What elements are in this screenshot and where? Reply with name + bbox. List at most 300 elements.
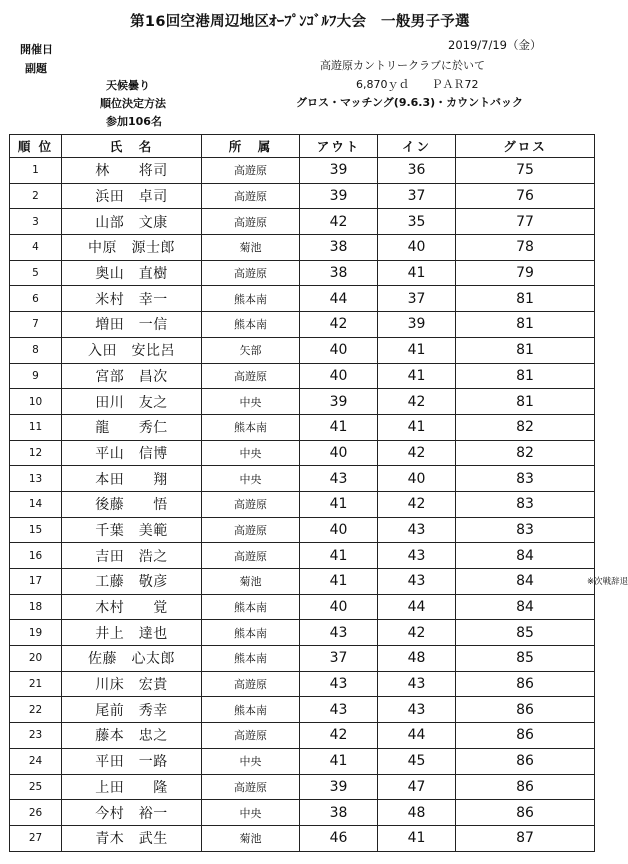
gross-score xyxy=(456,440,595,466)
out-score-text: 41 xyxy=(329,573,348,590)
gross-score-text: 76 xyxy=(516,188,534,205)
gross-score xyxy=(456,569,628,595)
player-name-text: 浜田 卓司 xyxy=(95,189,168,206)
rank-cell-text: 20 xyxy=(28,652,43,665)
club-cell xyxy=(202,183,300,209)
player-name-text: 平田 一路 xyxy=(95,754,168,771)
player-name xyxy=(62,414,202,440)
in-score-text: 47 xyxy=(407,778,426,795)
gross-score-text: 86 xyxy=(516,778,534,795)
out-score-text: 40 xyxy=(329,521,348,538)
rank-cell xyxy=(10,543,62,569)
in-score xyxy=(378,671,456,697)
club-cell xyxy=(202,363,300,389)
rank-cell-text: 18 xyxy=(28,601,43,614)
gross-score xyxy=(456,286,595,312)
player-name xyxy=(62,594,202,620)
out-score xyxy=(300,594,378,620)
gross-score-text: 81 xyxy=(516,393,534,410)
club-cell-text: 高遊原 xyxy=(234,523,267,537)
out-score-text: 39 xyxy=(329,393,348,410)
table-row xyxy=(10,260,595,286)
in-score xyxy=(378,389,456,415)
player-name-text: 吉田 浩之 xyxy=(95,548,168,565)
player-name xyxy=(62,183,202,209)
rank-cell-text: 12 xyxy=(28,446,43,459)
club-cell xyxy=(202,491,300,517)
club-cell xyxy=(202,594,300,620)
gross-score-text: 84 xyxy=(516,599,534,616)
club-cell xyxy=(202,517,300,543)
gross-score xyxy=(456,671,595,697)
player-name xyxy=(62,286,202,312)
table-header-row xyxy=(10,135,595,158)
club-cell xyxy=(202,800,300,826)
club-cell-text: 熊本南 xyxy=(234,626,267,640)
in-score-text: 48 xyxy=(407,804,426,821)
out-score xyxy=(300,363,378,389)
table-row xyxy=(10,671,595,697)
in-score-text: 35 xyxy=(407,213,426,230)
rank-cell-text: 15 xyxy=(28,523,43,536)
weather-label: 天候曇り xyxy=(106,79,150,92)
header-rank: 順 位 xyxy=(10,135,62,158)
gross-score xyxy=(456,543,595,569)
club-cell xyxy=(202,260,300,286)
in-score-text: 42 xyxy=(407,444,426,461)
club-cell-text: 高遊原 xyxy=(234,164,267,178)
gross-score-text: 81 xyxy=(516,342,534,359)
rank-cell-text: 2 xyxy=(32,190,39,203)
in-score-text: 36 xyxy=(407,162,426,179)
out-score xyxy=(300,748,378,774)
rank-cell-text: 23 xyxy=(28,729,43,742)
rank-cell-text: 9 xyxy=(32,369,39,382)
results-table xyxy=(9,134,628,852)
gross-score-text: 75 xyxy=(516,162,534,179)
in-score-text: 41 xyxy=(407,367,426,384)
rank-cell-text: 4 xyxy=(32,241,39,254)
player-name-text: 尾前 秀幸 xyxy=(95,702,168,719)
gross-score-text: 79 xyxy=(516,265,534,282)
club-cell xyxy=(202,158,300,184)
club-cell xyxy=(202,620,300,646)
player-name-text: 千葉 美範 xyxy=(95,522,168,539)
subtitle-label: 副題 xyxy=(25,62,47,75)
gross-score xyxy=(456,466,595,492)
out-score-text: 42 xyxy=(329,727,348,744)
in-score-text: 43 xyxy=(407,573,426,590)
out-score xyxy=(300,466,378,492)
out-score xyxy=(300,414,378,440)
club-cell-text: 中央 xyxy=(239,446,262,460)
in-score xyxy=(378,517,456,543)
club-cell-text: 高遊原 xyxy=(234,678,267,692)
player-name-text: 林 将司 xyxy=(95,163,168,180)
out-score-text: 38 xyxy=(329,804,348,821)
rank-cell-text: 25 xyxy=(28,780,43,793)
club-cell-text: 高遊原 xyxy=(234,215,267,229)
header-in: イン xyxy=(378,135,456,158)
in-score-text: 42 xyxy=(407,624,426,641)
gross-score-text: 86 xyxy=(516,676,534,693)
table-row xyxy=(10,389,595,415)
table-row xyxy=(10,235,595,261)
table-row xyxy=(10,491,595,517)
club-cell xyxy=(202,723,300,749)
player-name-text: 工藤 敬彦 xyxy=(95,574,168,591)
table-row xyxy=(10,697,595,723)
in-score-text: 44 xyxy=(407,599,426,616)
player-name xyxy=(62,569,202,595)
in-score-text: 41 xyxy=(407,830,426,847)
player-name-text: 増田 一信 xyxy=(95,317,168,334)
club-cell xyxy=(202,235,300,261)
player-name xyxy=(62,337,202,363)
rank-cell-text: 17 xyxy=(28,575,43,588)
gross-score xyxy=(456,491,595,517)
out-score-text: 43 xyxy=(329,624,348,641)
out-score-text: 39 xyxy=(329,162,348,179)
player-name xyxy=(62,260,202,286)
withdrawal-note: ※次戦辞退 xyxy=(587,577,628,587)
out-score xyxy=(300,260,378,286)
in-score xyxy=(378,697,456,723)
in-score-text: 45 xyxy=(407,753,426,770)
header-gross: グロス xyxy=(456,135,595,158)
document-title: 第16回空港周辺地区ｵｰﾌﾟﾝｺﾞﾙﾌ大会 一般男子予選 xyxy=(130,14,470,30)
table-row xyxy=(10,312,595,338)
club-cell-text: 中央 xyxy=(239,806,262,820)
table-row xyxy=(10,620,595,646)
club-cell xyxy=(202,466,300,492)
gross-score xyxy=(456,825,595,851)
out-score xyxy=(300,723,378,749)
player-name-text: 宮部 昌次 xyxy=(95,368,168,385)
table-row xyxy=(10,646,595,672)
in-score xyxy=(378,260,456,286)
in-score xyxy=(378,286,456,312)
rank-cell-text: 11 xyxy=(28,421,43,434)
rank-cell xyxy=(10,466,62,492)
rank-cell xyxy=(10,337,62,363)
player-name-text: 上田 隆 xyxy=(95,779,168,796)
club-cell xyxy=(202,671,300,697)
gross-score xyxy=(456,183,595,209)
rank-cell xyxy=(10,440,62,466)
player-name xyxy=(62,491,202,517)
player-name-text: 本田 翔 xyxy=(95,471,168,488)
in-score xyxy=(378,594,456,620)
in-score-text: 41 xyxy=(407,265,426,282)
club-cell-text: 熊本南 xyxy=(234,292,267,306)
gross-score-text: 81 xyxy=(516,316,534,333)
in-score xyxy=(378,748,456,774)
club-cell xyxy=(202,209,300,235)
gross-score xyxy=(456,235,595,261)
in-score xyxy=(378,543,456,569)
table-row xyxy=(10,466,595,492)
gross-score-text: 86 xyxy=(516,804,534,821)
out-score xyxy=(300,671,378,697)
out-score-text: 43 xyxy=(329,676,348,693)
gross-score-text: 86 xyxy=(516,701,534,718)
rank-cell xyxy=(10,620,62,646)
rank-cell-text: 19 xyxy=(28,626,43,639)
out-score-text: 42 xyxy=(329,316,348,333)
out-score-text: 44 xyxy=(329,290,348,307)
club-cell-text: 熊本南 xyxy=(234,421,267,435)
in-score xyxy=(378,337,456,363)
gross-score xyxy=(456,260,595,286)
club-cell xyxy=(202,414,300,440)
club-cell xyxy=(202,389,300,415)
club-cell-text: 中央 xyxy=(239,755,262,769)
table-row xyxy=(10,517,595,543)
table-row xyxy=(10,337,595,363)
player-name xyxy=(62,748,202,774)
in-score xyxy=(378,183,456,209)
player-name xyxy=(62,543,202,569)
club-cell-text: 高遊原 xyxy=(234,729,267,743)
out-score-text: 42 xyxy=(329,213,348,230)
table-row xyxy=(10,183,595,209)
rank-cell xyxy=(10,260,62,286)
rank-cell xyxy=(10,774,62,800)
out-score xyxy=(300,183,378,209)
club-cell-text: 高遊原 xyxy=(234,190,267,204)
in-score-text: 37 xyxy=(407,188,426,205)
out-score xyxy=(300,620,378,646)
gross-score-text: 83 xyxy=(516,521,534,538)
out-score xyxy=(300,209,378,235)
table-row xyxy=(10,800,595,826)
club-cell xyxy=(202,569,300,595)
player-name xyxy=(62,235,202,261)
in-score xyxy=(378,466,456,492)
gross-score-text: 83 xyxy=(516,496,534,513)
table-row xyxy=(10,363,595,389)
player-name xyxy=(62,466,202,492)
player-name-text: 米村 幸一 xyxy=(95,291,168,308)
venue-text: 高遊原カントリークラブに於いて xyxy=(320,59,485,72)
gross-score-text: 86 xyxy=(516,727,534,744)
rank-cell xyxy=(10,517,62,543)
table-row xyxy=(10,414,595,440)
rank-cell xyxy=(10,697,62,723)
gross-score xyxy=(456,517,595,543)
player-name-text: 青木 武生 xyxy=(95,831,168,848)
out-score xyxy=(300,312,378,338)
out-score-text: 43 xyxy=(329,470,348,487)
gross-score xyxy=(456,646,595,672)
out-score xyxy=(300,158,378,184)
player-name-text: 山部 文康 xyxy=(95,214,168,231)
out-score xyxy=(300,235,378,261)
in-score-text: 42 xyxy=(407,496,426,513)
in-score xyxy=(378,800,456,826)
in-score xyxy=(378,363,456,389)
out-score xyxy=(300,286,378,312)
ranking-method-value: グロス・マッチング(9.6.3)・カウントバック xyxy=(296,96,523,109)
gross-score xyxy=(456,723,595,749)
player-name xyxy=(62,440,202,466)
gross-score xyxy=(456,774,595,800)
out-score-text: 38 xyxy=(329,265,348,282)
rank-cell-text: 13 xyxy=(28,472,43,485)
out-score xyxy=(300,774,378,800)
rank-cell-text: 6 xyxy=(32,292,39,305)
in-score xyxy=(378,646,456,672)
in-score xyxy=(378,774,456,800)
player-name xyxy=(62,646,202,672)
in-score-text: 39 xyxy=(407,316,426,333)
rank-cell xyxy=(10,389,62,415)
out-score-text: 37 xyxy=(329,650,348,667)
rank-cell xyxy=(10,491,62,517)
club-cell-text: 中央 xyxy=(239,395,262,409)
player-name-text: 後藤 悟 xyxy=(95,497,168,514)
in-score-text: 37 xyxy=(407,290,426,307)
player-name xyxy=(62,697,202,723)
table-row xyxy=(10,594,595,620)
out-score xyxy=(300,800,378,826)
club-cell-text: 菊池 xyxy=(239,832,262,846)
in-score xyxy=(378,158,456,184)
rank-cell-text: 10 xyxy=(28,395,43,408)
participant-count: 参加106名 xyxy=(106,115,162,128)
rank-cell xyxy=(10,312,62,338)
in-score-text: 41 xyxy=(407,342,426,359)
rank-cell xyxy=(10,723,62,749)
in-score-text: 44 xyxy=(407,727,426,744)
date-label: 開催日 xyxy=(20,43,53,56)
gross-score xyxy=(456,697,595,723)
out-score-text: 41 xyxy=(329,496,348,513)
out-score-text: 39 xyxy=(329,188,348,205)
gross-score xyxy=(456,800,595,826)
out-score xyxy=(300,825,378,851)
rank-cell xyxy=(10,209,62,235)
rank-cell xyxy=(10,594,62,620)
player-name xyxy=(62,209,202,235)
header-name: 氏 名 xyxy=(62,135,202,158)
out-score xyxy=(300,543,378,569)
rank-cell xyxy=(10,183,62,209)
course-info: 6,870ｙｄ ＰＡＲ72 xyxy=(356,78,479,91)
gross-score-text: 81 xyxy=(516,290,534,307)
gross-score xyxy=(456,209,595,235)
in-score xyxy=(378,491,456,517)
date-value: 2019/7/19（金） xyxy=(448,38,542,52)
player-name-text: 川床 宏貴 xyxy=(95,677,168,694)
in-score-text: 41 xyxy=(407,419,426,436)
table-row xyxy=(10,748,595,774)
gross-score xyxy=(456,389,595,415)
club-cell xyxy=(202,440,300,466)
out-score xyxy=(300,389,378,415)
out-score-text: 41 xyxy=(329,419,348,436)
table-row xyxy=(10,774,595,800)
in-score xyxy=(378,620,456,646)
out-score xyxy=(300,646,378,672)
rank-cell xyxy=(10,671,62,697)
club-cell-text: 矢部 xyxy=(239,344,262,358)
club-cell-text: 高遊原 xyxy=(234,549,267,563)
rank-cell-text: 5 xyxy=(32,267,39,280)
in-score xyxy=(378,440,456,466)
rank-cell-text: 16 xyxy=(28,549,43,562)
player-name xyxy=(62,620,202,646)
ranking-method-label: 順位決定方法 xyxy=(100,97,166,110)
in-score-text: 43 xyxy=(407,701,426,718)
gross-score-text: 82 xyxy=(516,419,534,436)
player-name xyxy=(62,774,202,800)
out-score-text: 39 xyxy=(329,778,348,795)
player-name xyxy=(62,158,202,184)
gross-score xyxy=(456,363,595,389)
out-score xyxy=(300,491,378,517)
player-name-text: 入田 安比呂 xyxy=(88,343,175,360)
player-name-text: 中原 源士郎 xyxy=(88,240,175,257)
in-score xyxy=(378,414,456,440)
rank-cell-text: 22 xyxy=(28,703,43,716)
gross-score xyxy=(456,312,595,338)
club-cell xyxy=(202,543,300,569)
out-score xyxy=(300,697,378,723)
player-name-text: 藤本 忠之 xyxy=(95,728,168,745)
rank-cell-text: 26 xyxy=(28,806,43,819)
out-score xyxy=(300,569,378,595)
club-cell xyxy=(202,286,300,312)
in-score-text: 40 xyxy=(407,239,426,256)
club-cell-text: 熊本南 xyxy=(234,318,267,332)
in-score xyxy=(378,723,456,749)
player-name xyxy=(62,723,202,749)
club-cell xyxy=(202,774,300,800)
out-score-text: 40 xyxy=(329,342,348,359)
gross-score-text: 85 xyxy=(516,624,534,641)
gross-score xyxy=(456,620,595,646)
club-cell-text: 熊本南 xyxy=(234,703,267,717)
player-name xyxy=(62,389,202,415)
gross-score xyxy=(456,594,595,620)
player-name-text: 龍 秀仁 xyxy=(95,420,168,437)
club-cell-text: 熊本南 xyxy=(234,652,267,666)
rank-cell xyxy=(10,158,62,184)
out-score-text: 43 xyxy=(329,701,348,718)
player-name xyxy=(62,671,202,697)
player-name xyxy=(62,825,202,851)
rank-cell xyxy=(10,235,62,261)
out-score-text: 46 xyxy=(329,830,348,847)
in-score xyxy=(378,209,456,235)
out-score xyxy=(300,440,378,466)
rank-cell-text: 8 xyxy=(32,344,39,357)
player-name-text: 井上 達也 xyxy=(95,625,168,642)
table-row xyxy=(10,825,595,851)
club-cell-text: 高遊原 xyxy=(234,498,267,512)
gross-score xyxy=(456,414,595,440)
rank-cell-text: 7 xyxy=(32,318,39,331)
rank-cell xyxy=(10,286,62,312)
player-name xyxy=(62,517,202,543)
club-cell-text: 高遊原 xyxy=(234,267,267,281)
table-row xyxy=(10,209,595,235)
in-score xyxy=(378,825,456,851)
rank-cell xyxy=(10,646,62,672)
table-row xyxy=(10,569,595,595)
